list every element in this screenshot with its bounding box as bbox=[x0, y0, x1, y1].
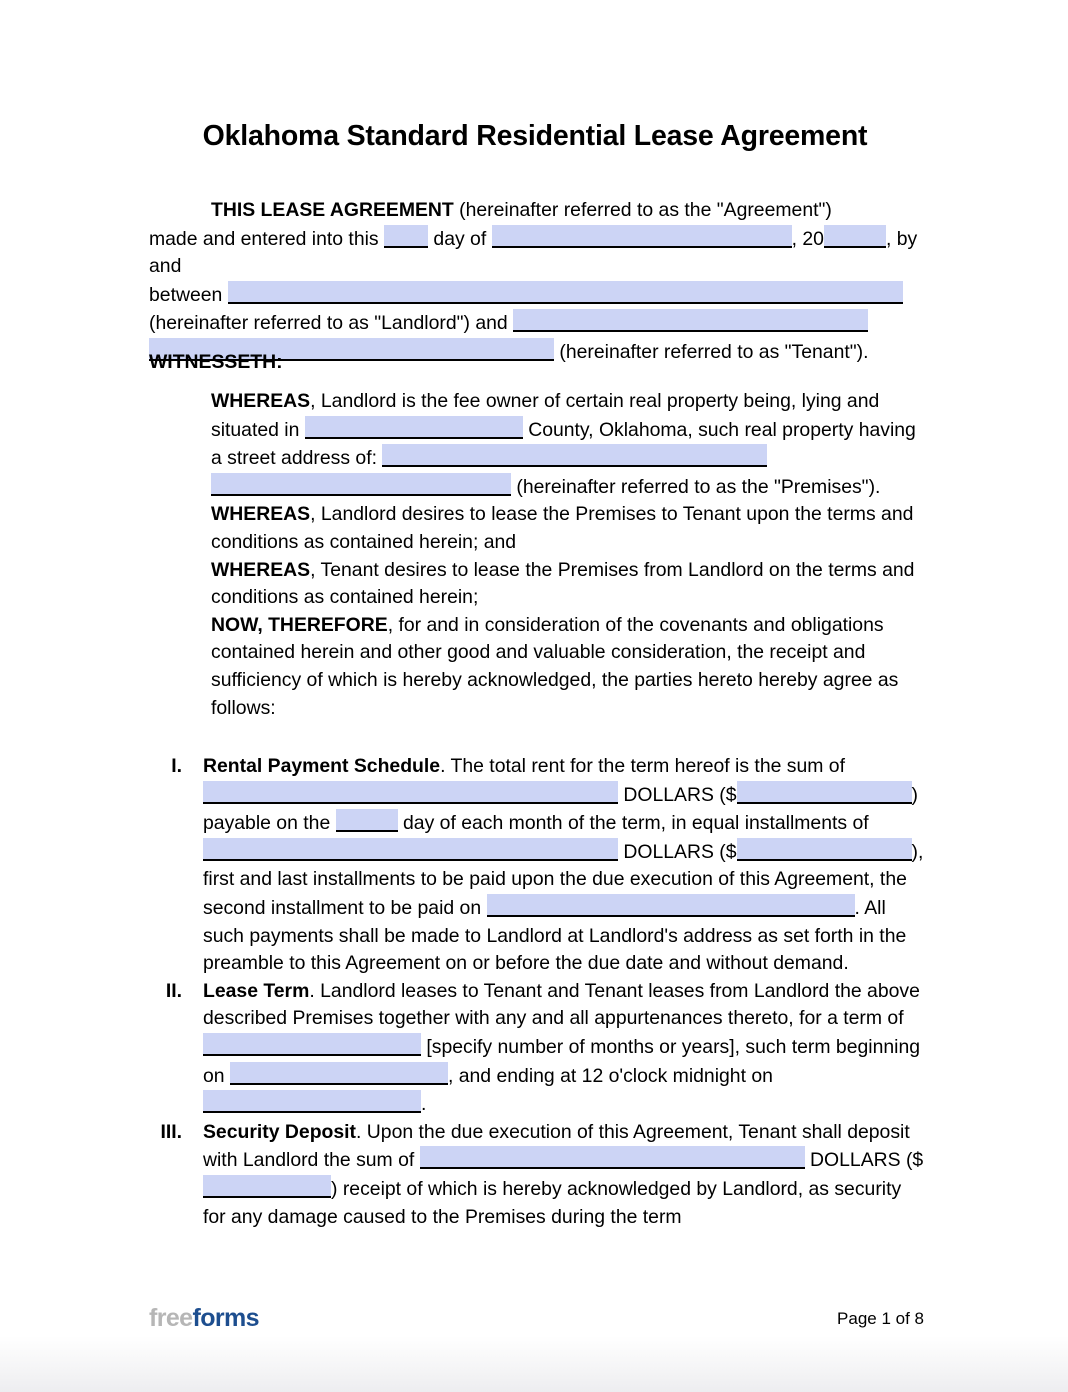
recital-1 bbox=[211, 388, 923, 501]
section-1-t5: day of each month of the term, in equal installments of bbox=[403, 812, 869, 835]
preamble-line2-b: day of bbox=[433, 227, 487, 250]
recital-3 bbox=[211, 557, 923, 612]
section-numeral: II. bbox=[165, 979, 182, 1002]
section-2-t3: , and ending at 12 o'clock midnight on bbox=[447, 1064, 773, 1087]
witnesseth-heading: WITNESSETH: bbox=[149, 351, 283, 373]
section-body bbox=[182, 1119, 924, 1231]
section-1-t2: DOLLARS ($ bbox=[623, 783, 737, 806]
section-1-t6: DOLLARS ($ bbox=[623, 840, 737, 863]
field-day-of-month[interactable] bbox=[384, 225, 428, 248]
preamble-tenant-line bbox=[149, 309, 924, 338]
preamble-line4-a: (hereinafter referred to as "Landlord") and bbox=[149, 312, 508, 335]
section-heading-security-deposit: Security Deposit bbox=[203, 1120, 357, 1143]
section-3-t1: . Upon the due execution of this Agreement, Tenant shall deposit with Landlord the sum of bbox=[203, 1120, 910, 1172]
recital-2 bbox=[211, 501, 923, 556]
section-2-t1: . Landlord leases to Tenant and Tenant leases from Landlord the above described Premises together with any and all appurtenances thereto, for a term of bbox=[203, 979, 920, 1030]
recital-2-lead: WHEREAS bbox=[211, 503, 311, 526]
logo-text-free: free bbox=[149, 1304, 193, 1332]
recital-1-text-c: (hereinafter referred to as the "Premises"). bbox=[516, 475, 881, 498]
recitals-block bbox=[211, 388, 923, 722]
sections-list bbox=[136, 753, 924, 1231]
logo-text-forms: forms bbox=[192, 1304, 259, 1332]
preamble-date-line bbox=[149, 225, 924, 281]
field-lease-start-date[interactable] bbox=[230, 1062, 448, 1085]
section-1-t3: ) bbox=[911, 783, 919, 806]
field-tenant-name[interactable] bbox=[513, 309, 868, 332]
preamble-lead-line bbox=[149, 197, 924, 225]
field-county[interactable] bbox=[305, 416, 523, 439]
recital-1-lead: WHEREAS bbox=[211, 390, 311, 412]
field-security-deposit-words[interactable] bbox=[420, 1146, 805, 1169]
preamble-line5-a: (hereinafter referred to as "Tenant"). bbox=[559, 340, 869, 363]
field-total-rent-words[interactable] bbox=[203, 781, 618, 804]
section-heading-rental-payment-schedule: Rental Payment Schedule bbox=[203, 755, 441, 777]
section-1-t7: ), first and last installments to be paid upon the due execution of this Agreement, the second installment to be paid on bbox=[203, 840, 924, 919]
field-second-installment-date[interactable] bbox=[487, 894, 855, 917]
now-therefore-lead: NOW, THEREFORE bbox=[211, 613, 388, 636]
section-3-t2: DOLLARS ($ bbox=[810, 1149, 924, 1172]
preamble-line2-d: , by and bbox=[149, 227, 918, 278]
section-heading-lease-term: Lease Term bbox=[203, 979, 310, 1002]
field-year[interactable] bbox=[824, 225, 886, 248]
preamble-line2-a: made and entered into this bbox=[149, 227, 379, 250]
recital-4-now-therefore bbox=[211, 612, 923, 722]
recital-1-text-a: , Landlord is the fee owner of certain real property being, lying and situated in bbox=[211, 390, 880, 441]
section-2-t4: . bbox=[421, 1093, 427, 1116]
recital-3-lead: WHEREAS bbox=[211, 558, 311, 581]
field-month[interactable] bbox=[492, 225, 792, 248]
field-landlord-name[interactable] bbox=[228, 281, 903, 304]
preamble-block bbox=[149, 197, 924, 367]
now-therefore-text: , for and in consideration of the covenants and obligations contained herein and other good and valuable consideration, the receipt and sufficiency of which is hereby acknowledged, the parties hereto hereby agree as follows: bbox=[211, 613, 899, 719]
section-numeral: III. bbox=[160, 1120, 182, 1143]
preamble-line3-a: between bbox=[149, 283, 223, 306]
section-item-rental-payment-schedule bbox=[136, 753, 924, 978]
section-1-t1: . The total rent for the term hereof is the sum of bbox=[440, 755, 845, 777]
field-lease-term-length[interactable] bbox=[203, 1033, 421, 1056]
field-street-address-continued[interactable] bbox=[211, 473, 511, 496]
freeforms-logo bbox=[149, 1306, 259, 1331]
field-installment-amount[interactable] bbox=[737, 838, 912, 861]
field-total-rent-amount[interactable] bbox=[737, 781, 912, 804]
page-edge-shadow bbox=[0, 1336, 1068, 1392]
section-2-t2: [specify number of months or years], such term beginning on bbox=[203, 1035, 921, 1087]
field-street-address[interactable] bbox=[382, 444, 767, 467]
recital-1-text-b: County, Oklahoma, such real property having a street address of: bbox=[211, 418, 916, 470]
page-number: Page 1 of 8 bbox=[837, 1308, 924, 1328]
field-security-deposit-amount[interactable] bbox=[203, 1175, 331, 1198]
section-item-lease-term bbox=[136, 978, 924, 1119]
page-title: Oklahoma Standard Residential Lease Agreement bbox=[202, 120, 868, 152]
section-1-t4: payable on the bbox=[203, 812, 331, 835]
field-installment-words[interactable] bbox=[203, 838, 618, 861]
recital-3-text: , Tenant desires to lease the Premises from Landlord on the terms and conditions as contained herein; bbox=[211, 558, 915, 609]
section-body bbox=[182, 978, 924, 1119]
preamble-landlord-line bbox=[149, 281, 924, 310]
section-numeral: I. bbox=[171, 755, 182, 777]
preamble-lead-rest: (hereinafter referred to as the "Agreement") bbox=[453, 199, 832, 221]
section-body bbox=[182, 753, 924, 978]
field-lease-end-date[interactable] bbox=[203, 1090, 421, 1113]
this-lease-agreement-label: THIS LEASE AGREEMENT bbox=[211, 199, 454, 221]
section-3-t3: ) receipt of which is hereby acknowledged by Landlord, as security for any damage caused to the Premises during the term bbox=[203, 1177, 902, 1228]
recital-2-text: , Landlord desires to lease the Premises to Tenant upon the terms and conditions as contained herein; and bbox=[211, 503, 914, 553]
preamble-line2-c: , 20 bbox=[791, 227, 824, 250]
field-rent-due-day[interactable] bbox=[336, 809, 398, 832]
page-footer bbox=[149, 1306, 924, 1331]
section-1-t8: . All such payments shall be made to Landlord at Landlord's address as set forth in the preamble to this Agreement on or before the due date and without demand. bbox=[203, 896, 907, 975]
section-item-security-deposit bbox=[136, 1119, 924, 1231]
